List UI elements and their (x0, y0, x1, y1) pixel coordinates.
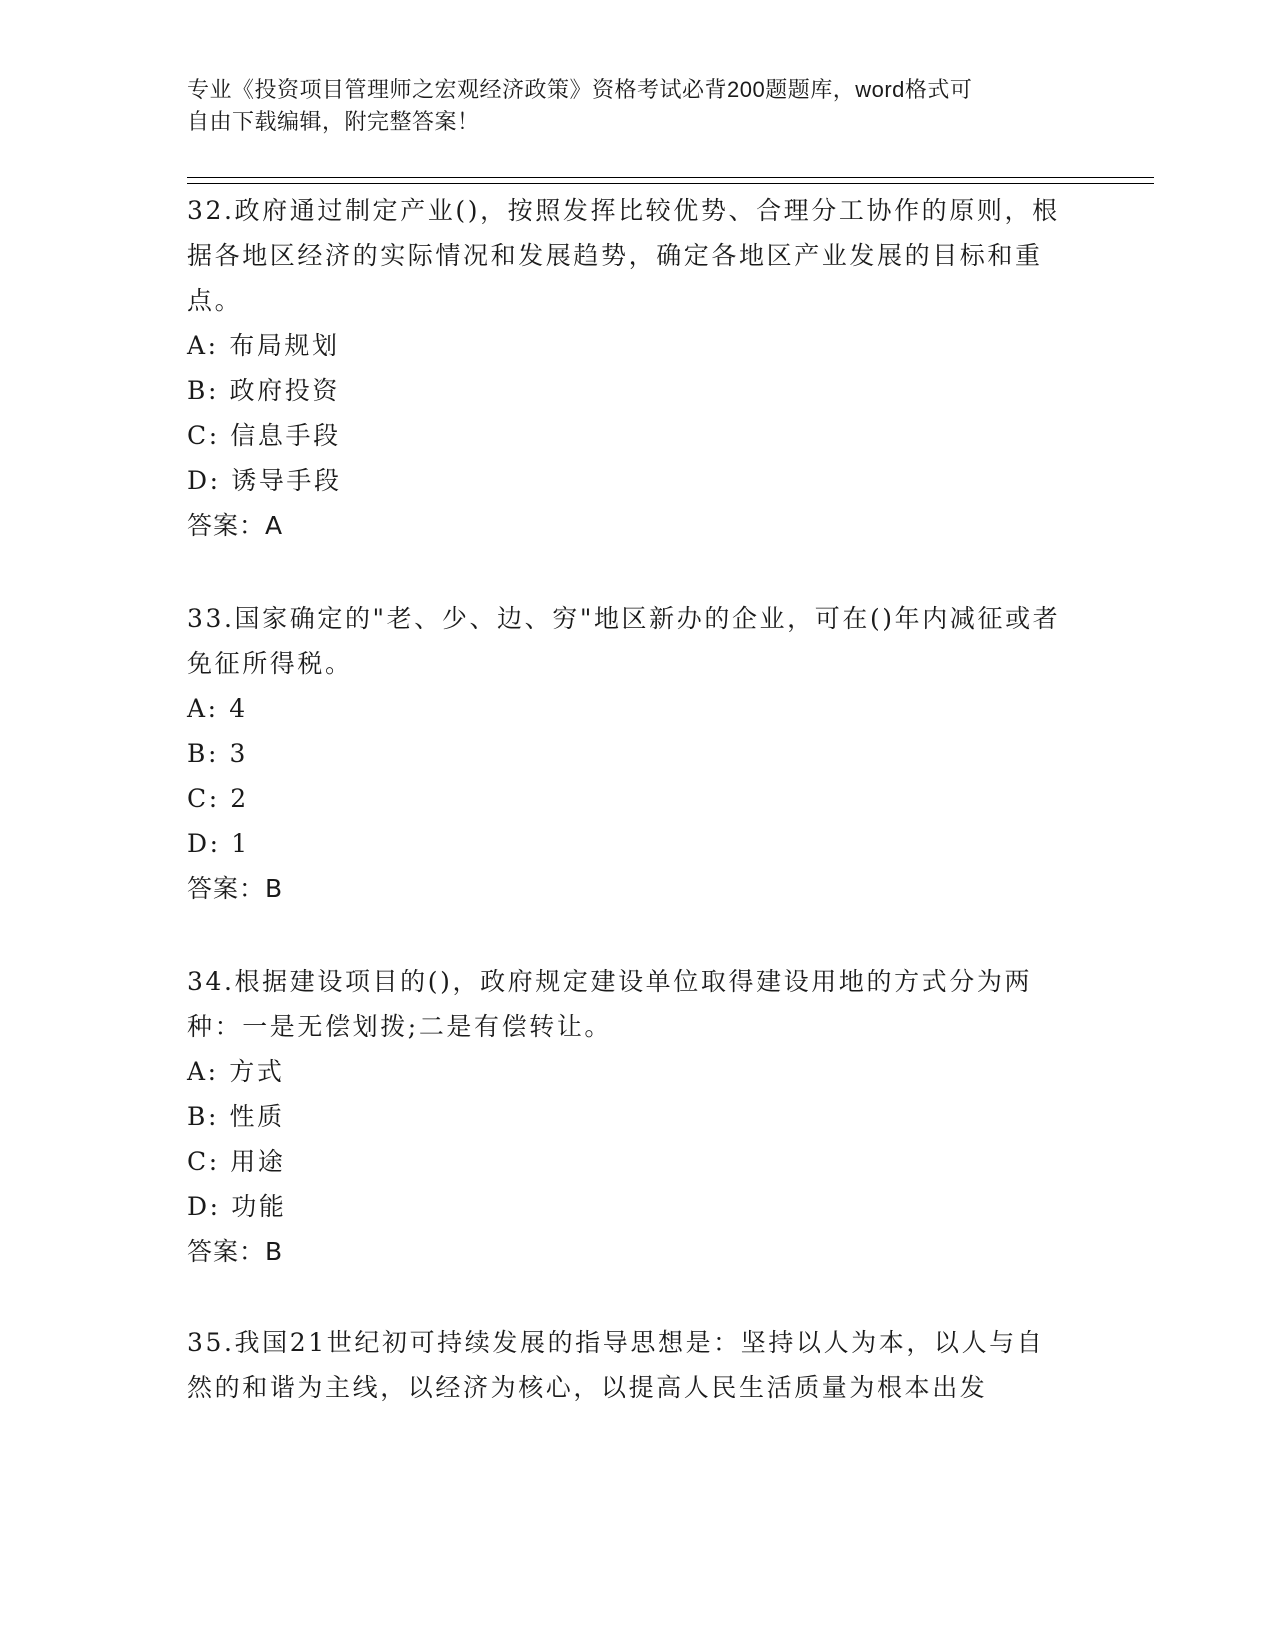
option-d: D: 1 (187, 829, 250, 858)
answer-line: 答案：A (187, 511, 284, 540)
option-d: D: 功能 (187, 1192, 287, 1221)
option-c: C: 信息手段 (187, 421, 341, 450)
question-33 (187, 596, 1067, 911)
question-stem: 35.我国21世纪初可持续发展的指导思想是：坚持以人为本，以人与自然的和谐为主线，以经济为核心，以提高人民生活质量为根本出发 (187, 1328, 1045, 1402)
header-divider-top (187, 177, 1154, 178)
header-title-line-1: 专业《投资项目管理师之宏观经济政策》资格考试必背200题题库，word格式可 (187, 77, 973, 102)
option-a: A: 4 (187, 694, 248, 723)
question-32 (187, 188, 1067, 548)
answer-line: 答案：B (187, 1237, 284, 1266)
question-35 (187, 1320, 1067, 1410)
question-34 (187, 959, 1067, 1274)
answer-line: 答案：B (187, 874, 284, 903)
option-b: B: 政府投资 (187, 376, 340, 405)
question-stem: 33.国家确定的"老、少、边、穷"地区新办的企业，可在()年内减征或者免征所得税。 (187, 604, 1061, 678)
question-stem: 32.政府通过制定产业()，按照发挥比较优势、合理分工协作的原则，根据各地区经济的实际情况和发展趋势，确定各地区产业发展的目标和重点。 (187, 196, 1060, 315)
option-b: B: 性质 (187, 1102, 285, 1131)
header-divider-bottom (187, 183, 1154, 184)
option-c: C: 2 (187, 784, 249, 813)
option-b: B: 3 (187, 739, 249, 768)
header-title-line-2: 自由下载编辑，附完整答案！ (187, 109, 480, 134)
option-a: A: 方式 (187, 1057, 285, 1086)
option-d: D: 诱导手段 (187, 466, 342, 495)
option-c: C: 用途 (187, 1147, 286, 1176)
question-stem: 34.根据建设项目的()，政府规定建设单位取得建设用地的方式分为两种：一是无偿划拨;二是有偿转让。 (187, 967, 1033, 1041)
document-header (187, 74, 1087, 138)
option-a: A: 布局规划 (187, 331, 340, 360)
